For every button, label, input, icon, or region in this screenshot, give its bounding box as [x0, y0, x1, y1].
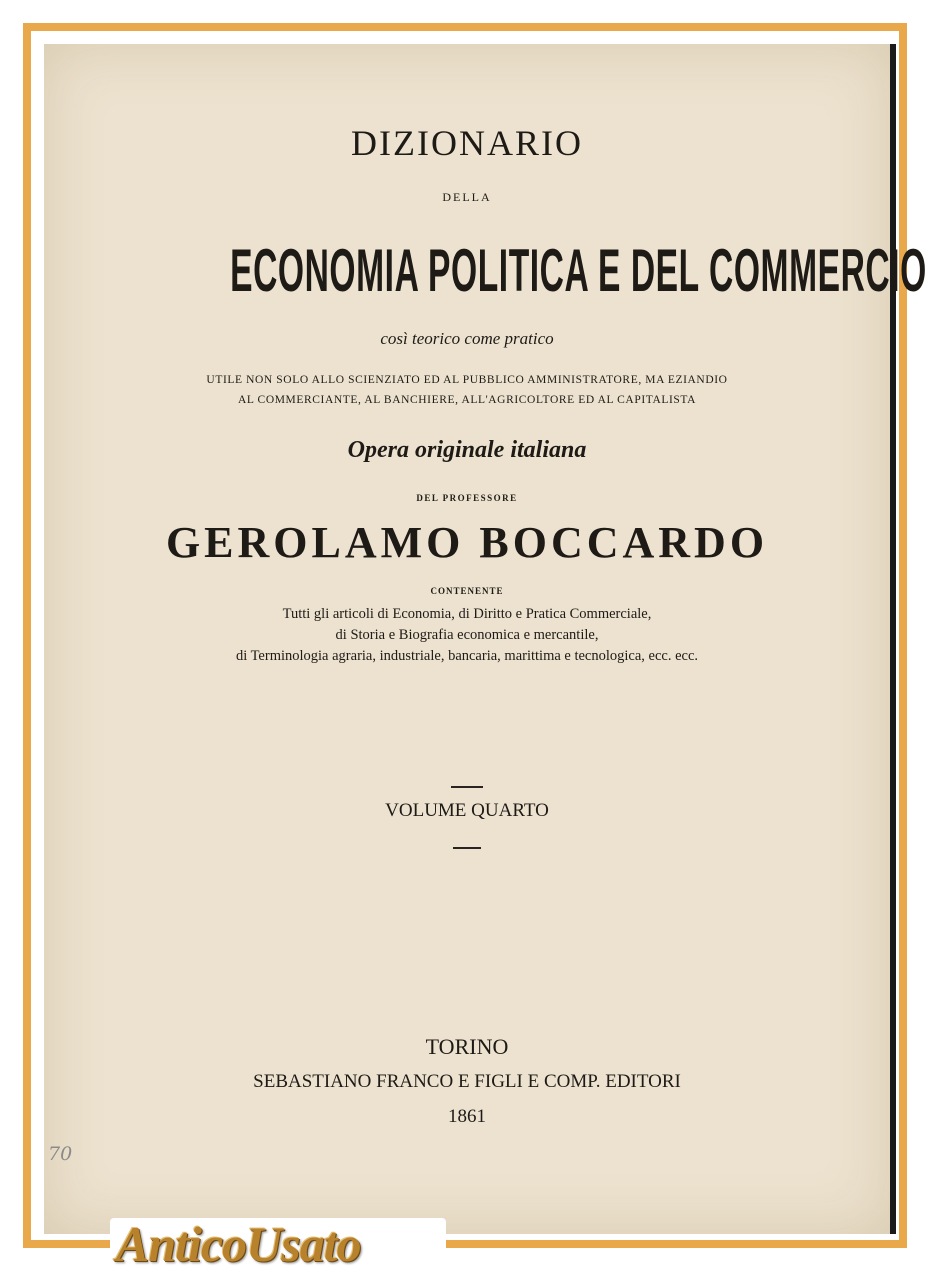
main-title: ECONOMIA POLITICA E DEL COMMERCIO	[230, 237, 927, 304]
subtitle: così teorico come pratico	[380, 329, 554, 348]
handwritten-note: 70	[48, 1143, 73, 1165]
volume-label: VOLUME QUARTO	[385, 800, 549, 821]
rule-divider-bottom	[453, 847, 481, 849]
publisher: SEBASTIANO FRANCO E FIGLI E COMP. EDITORI	[253, 1071, 681, 1092]
del-professore: DEL PROFESSORE	[416, 493, 518, 503]
watermark-text: AnticoUsato	[116, 1216, 361, 1272]
contenente: CONTENENTE	[430, 586, 504, 596]
title-page	[44, 44, 927, 1234]
opera-originale: Opera originale italiana	[347, 437, 587, 463]
title-dizionario: DIZIONARIO	[351, 123, 583, 163]
publication-place: TORINO	[425, 1034, 509, 1059]
title-della: DELLA	[442, 190, 492, 204]
audience-line-1: UTILE NON SOLO ALLO SCIENZIATO ED AL PUBBLICO AMMINISTRATORE, MA EZIANDIO	[206, 374, 728, 386]
contents-line-2: di Storia e Biografia economica e mercantile,	[335, 627, 599, 643]
audience-line-2: AL COMMERCIANTE, AL BANCHIERE, ALL'AGRICOLTORE ED AL CAPITALISTA	[237, 394, 697, 406]
publication-year: 1861	[448, 1106, 486, 1127]
contents-line-3: di Terminologia agraria, industriale, bancaria, marittima e tecnologica, ecc. ecc.	[235, 648, 699, 664]
contents-line-1: Tutti gli articoli di Economia, di Diritto e Pratica Commerciale,	[282, 606, 652, 622]
rule-divider-top	[451, 786, 483, 788]
author-name: GEROLAMO BOCCARDO	[165, 518, 769, 567]
